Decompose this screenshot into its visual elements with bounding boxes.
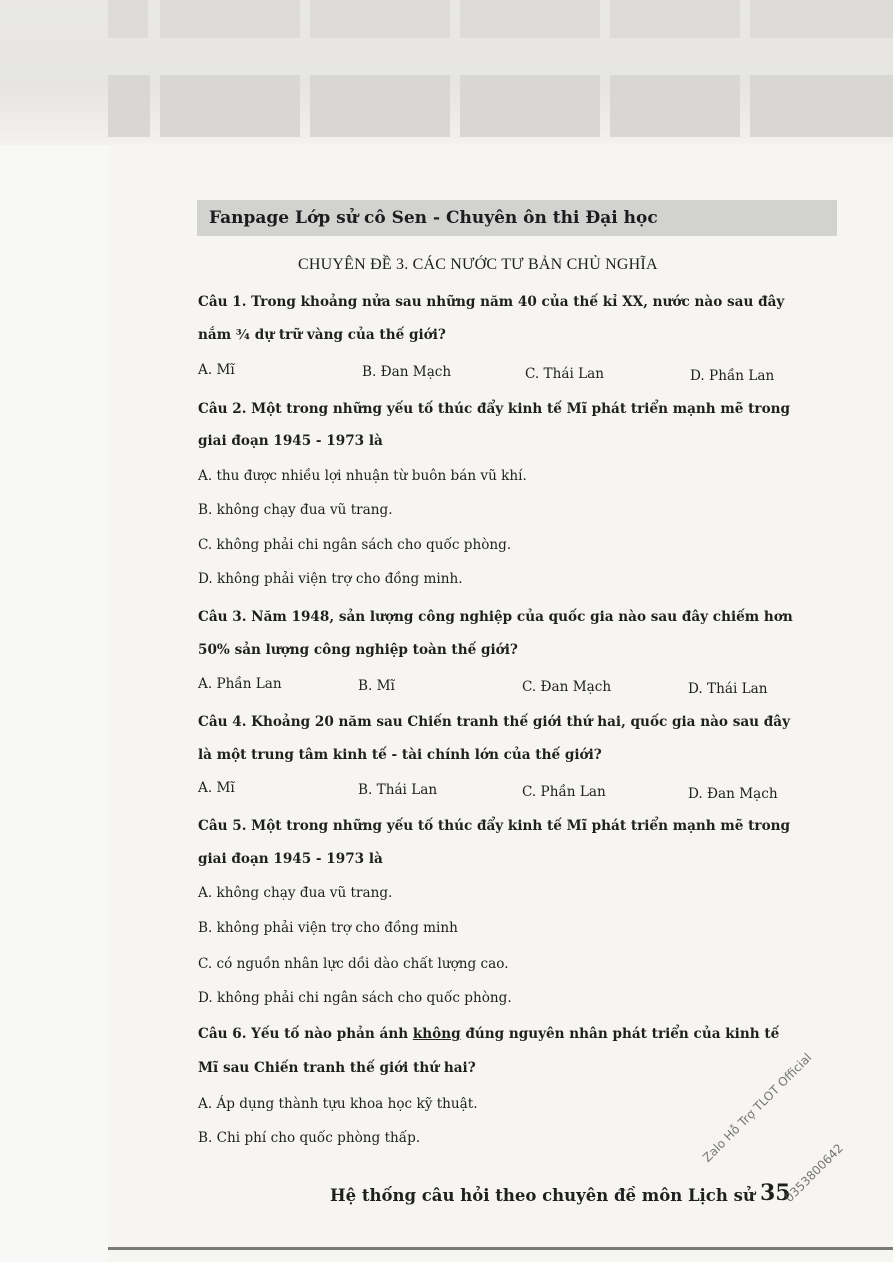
question-5-option-d: D. không phải chi ngân sách cho quốc phòng. bbox=[198, 990, 512, 1006]
question-4-option-b: B. Thái Lan bbox=[358, 782, 438, 798]
question-6-negation-word: không bbox=[412, 1026, 461, 1042]
question-3-option-d: D. Thái Lan bbox=[688, 681, 768, 697]
scan-artifact bbox=[310, 0, 450, 38]
scan-artifact bbox=[160, 0, 300, 38]
scan-artifact bbox=[108, 75, 150, 137]
question-2-option-c: C. không phải chi ngân sách cho quốc phòng. bbox=[198, 537, 512, 553]
question-3-option-c: C. Đan Mạch bbox=[522, 679, 612, 695]
question-5-option-c: C. có nguồn nhân lực dồi dào chất lượng cao. bbox=[198, 956, 509, 972]
question-6-line-1-start: Câu 6. Yếu tố nào phản ánh bbox=[198, 1026, 413, 1042]
scan-artifact bbox=[750, 75, 893, 137]
question-1-option-a: A. Mĩ bbox=[198, 362, 235, 378]
question-2-option-d: D. không phải viện trợ cho đồng minh. bbox=[198, 571, 463, 587]
fanpage-header-bar bbox=[197, 200, 837, 236]
page-number: 35 bbox=[760, 1180, 791, 1206]
question-2-option-b: B. không chạy đua vũ trang. bbox=[198, 502, 393, 518]
question-4-option-a: A. Mĩ bbox=[198, 780, 235, 796]
scan-artifact bbox=[310, 75, 450, 137]
scan-header-area bbox=[0, 0, 893, 145]
question-5-option-a: A. không chạy đua vũ trang. bbox=[198, 885, 393, 901]
question-2-line-2: giai đoạn 1945 - 1973 là bbox=[198, 433, 383, 449]
question-4-option-d: D. Đan Mạch bbox=[688, 786, 778, 802]
question-4-option-c: C. Phần Lan bbox=[522, 784, 606, 800]
question-4-line-1: Câu 4. Khoảng 20 năm sau Chiến tranh thế giới thứ hai, quốc gia nào sau đây bbox=[198, 714, 791, 730]
question-4-line-2: là một trung tâm kinh tế - tài chính lớn của thế giới? bbox=[198, 747, 602, 763]
question-6-option-b: B. Chi phí cho quốc phòng thấp. bbox=[198, 1130, 421, 1146]
question-3-line-2: 50% sản lượng công nghiệp toàn thế giới? bbox=[198, 642, 518, 658]
question-5-line-1: Câu 5. Một trong những yếu tố thúc đẩy kinh tế Mĩ phát triển mạnh mẽ trong bbox=[198, 818, 791, 834]
scan-artifact bbox=[610, 75, 740, 137]
question-3-line-1: Câu 3. Năm 1948, sản lượng công nghiệp của quốc gia nào sau đây chiếm hơn bbox=[198, 609, 793, 625]
question-5-option-b: B. không phải viện trợ cho đồng minh bbox=[198, 920, 458, 936]
scan-artifact bbox=[160, 75, 300, 137]
watermark-text: Zalo Hỗ Trợ TLOT Official bbox=[700, 1050, 815, 1165]
question-3-option-b: B. Mĩ bbox=[358, 678, 395, 694]
scan-artifact bbox=[460, 0, 600, 38]
chapter-title: CHUYÊN ĐỀ 3. CÁC NƯỚC TƯ BẢN CHỦ NGHĨA bbox=[298, 256, 658, 273]
question-1-option-c: C. Thái Lan bbox=[525, 366, 605, 382]
question-3-option-a: A. Phần Lan bbox=[198, 676, 282, 692]
fanpage-title: Fanpage Lớp sử cô Sen - Chuyên ôn thi Đại học bbox=[209, 208, 658, 228]
question-1-line-1: Câu 1. Trong khoảng nửa sau những năm 40 của thế kỉ XX, nước nào sau đây bbox=[198, 294, 785, 310]
scan-artifact bbox=[460, 75, 600, 137]
scan-artifact bbox=[108, 0, 148, 38]
page-margin bbox=[0, 0, 108, 1262]
question-6-option-a: A. Áp dụng thành tựu khoa học kỹ thuật. bbox=[198, 1096, 478, 1112]
scan-artifact bbox=[750, 0, 893, 38]
question-2-option-a: A. thu được nhiều lợi nhuận từ buôn bán vũ khí. bbox=[198, 468, 527, 484]
question-6-line-1-end: đúng nguyên nhân phát triển của kinh tế bbox=[460, 1026, 780, 1042]
question-1-option-d: D. Phần Lan bbox=[690, 368, 775, 384]
watermark-phone: 0353800642 bbox=[782, 1141, 846, 1205]
question-5-line-2: giai đoạn 1945 - 1973 là bbox=[198, 851, 383, 867]
question-1-option-b: B. Đan Mạch bbox=[362, 364, 452, 380]
question-2-line-1: Câu 2. Một trong những yếu tố thúc đẩy kinh tế Mĩ phát triển mạnh mẽ trong bbox=[198, 401, 791, 417]
scan-artifact bbox=[610, 0, 740, 38]
footer-title: Hệ thống câu hỏi theo chuyên đề môn Lịch sử bbox=[330, 1186, 755, 1205]
question-6-line-2: Mĩ sau Chiến tranh thế giới thứ hai? bbox=[198, 1060, 476, 1076]
question-6-line-1 bbox=[198, 1026, 779, 1042]
question-1-line-2: nắm ¾ dự trữ vàng của thế giới? bbox=[198, 327, 446, 343]
bottom-divider bbox=[108, 1247, 893, 1250]
